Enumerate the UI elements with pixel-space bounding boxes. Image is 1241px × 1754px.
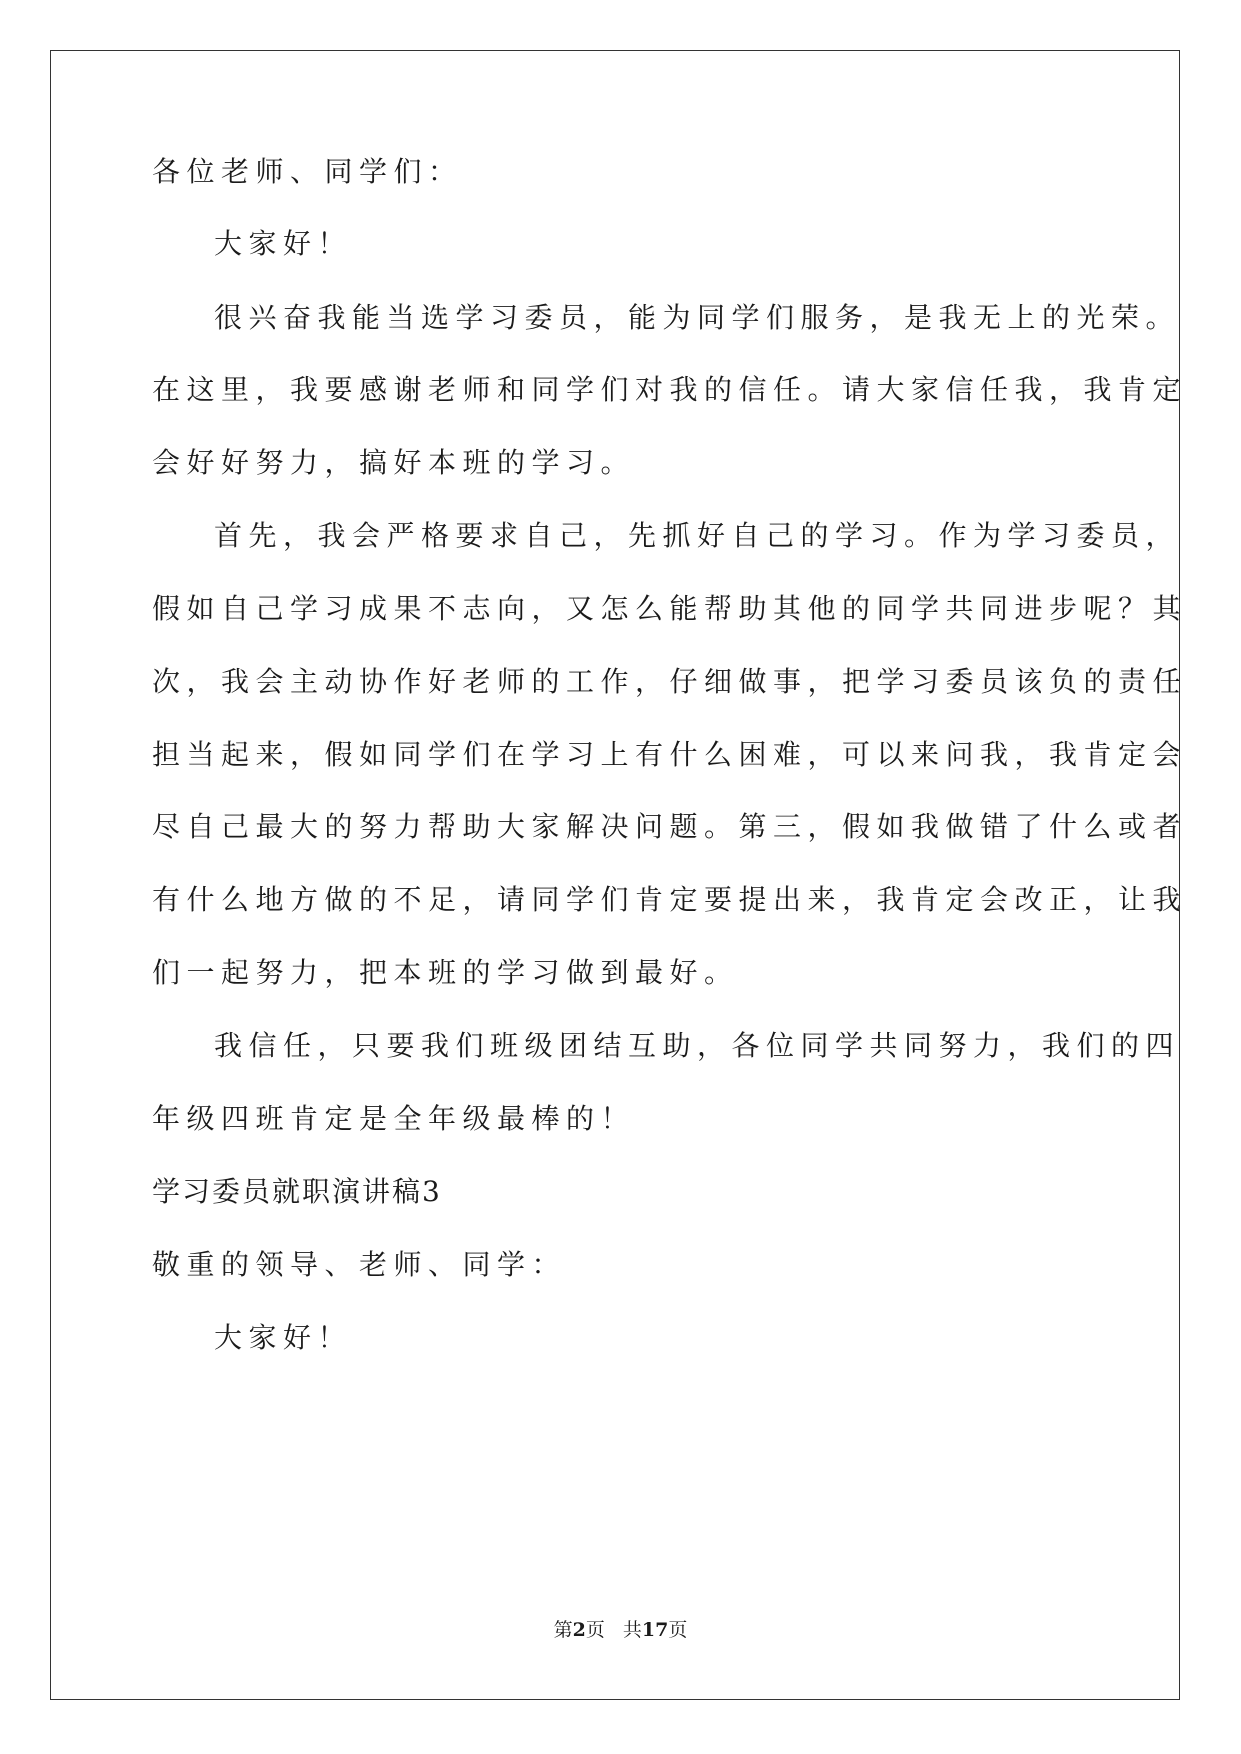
paragraph-line: 我信任，只要我们班级团结互助，各位同学共同努力，我们的四 xyxy=(214,1029,1181,1062)
footer-page-suffix: 页 xyxy=(585,1619,605,1641)
paragraph-line: 在这里，我要感谢老师和同学们对我的信任。请大家信任我，我肯定 xyxy=(152,373,1188,406)
salutation-line: 各位老师、同学们： xyxy=(152,155,463,188)
paragraph-line: 年级四班肯定是全年级最棒的！ xyxy=(152,1102,636,1135)
paragraph-line: 有什么地方做的不足，请同学们肯定要提出来，我肯定会改正，让我 xyxy=(152,883,1188,916)
paragraph-line: 尽自己最大的努力帮助大家解决问题。第三，假如我做错了什么或者 xyxy=(152,810,1188,843)
greeting-line: 大家好！ xyxy=(214,227,353,260)
footer-page-number: 2 xyxy=(572,1619,586,1641)
paragraph-line: 很兴奋我能当选学习委员，能为同学们服务，是我无上的光荣。 xyxy=(214,301,1181,334)
paragraph-line: 首先，我会严格要求自己，先抓好自己的学习。作为学习委员， xyxy=(214,519,1181,552)
footer-total-suffix: 页 xyxy=(668,1619,688,1641)
paragraph-line: 假如自己学习成果不志向，又怎么能帮助其他的同学共同进步呢？其 xyxy=(152,592,1188,625)
footer-total-pages: 17 xyxy=(641,1619,669,1641)
paragraph-line: 担当起来，假如同学们在学习上有什么困难，可以来问我，我肯定会 xyxy=(152,738,1188,771)
salutation-line: 敬重的领导、老师、同学： xyxy=(152,1248,567,1281)
paragraph-line: 们一起努力，把本班的学习做到最好。 xyxy=(152,956,739,989)
footer-total-prefix: 共 xyxy=(622,1619,642,1641)
page-footer xyxy=(0,1618,1241,1642)
section-heading: 学习委员就职演讲稿3 xyxy=(152,1175,442,1208)
footer-page-prefix: 第 xyxy=(553,1619,573,1641)
paragraph-line: 会好好努力，搞好本班的学习。 xyxy=(152,446,636,479)
paragraph-line: 次，我会主动协作好老师的工作，仔细做事，把学习委员该负的责任 xyxy=(152,665,1188,698)
greeting-line: 大家好！ xyxy=(214,1321,353,1354)
